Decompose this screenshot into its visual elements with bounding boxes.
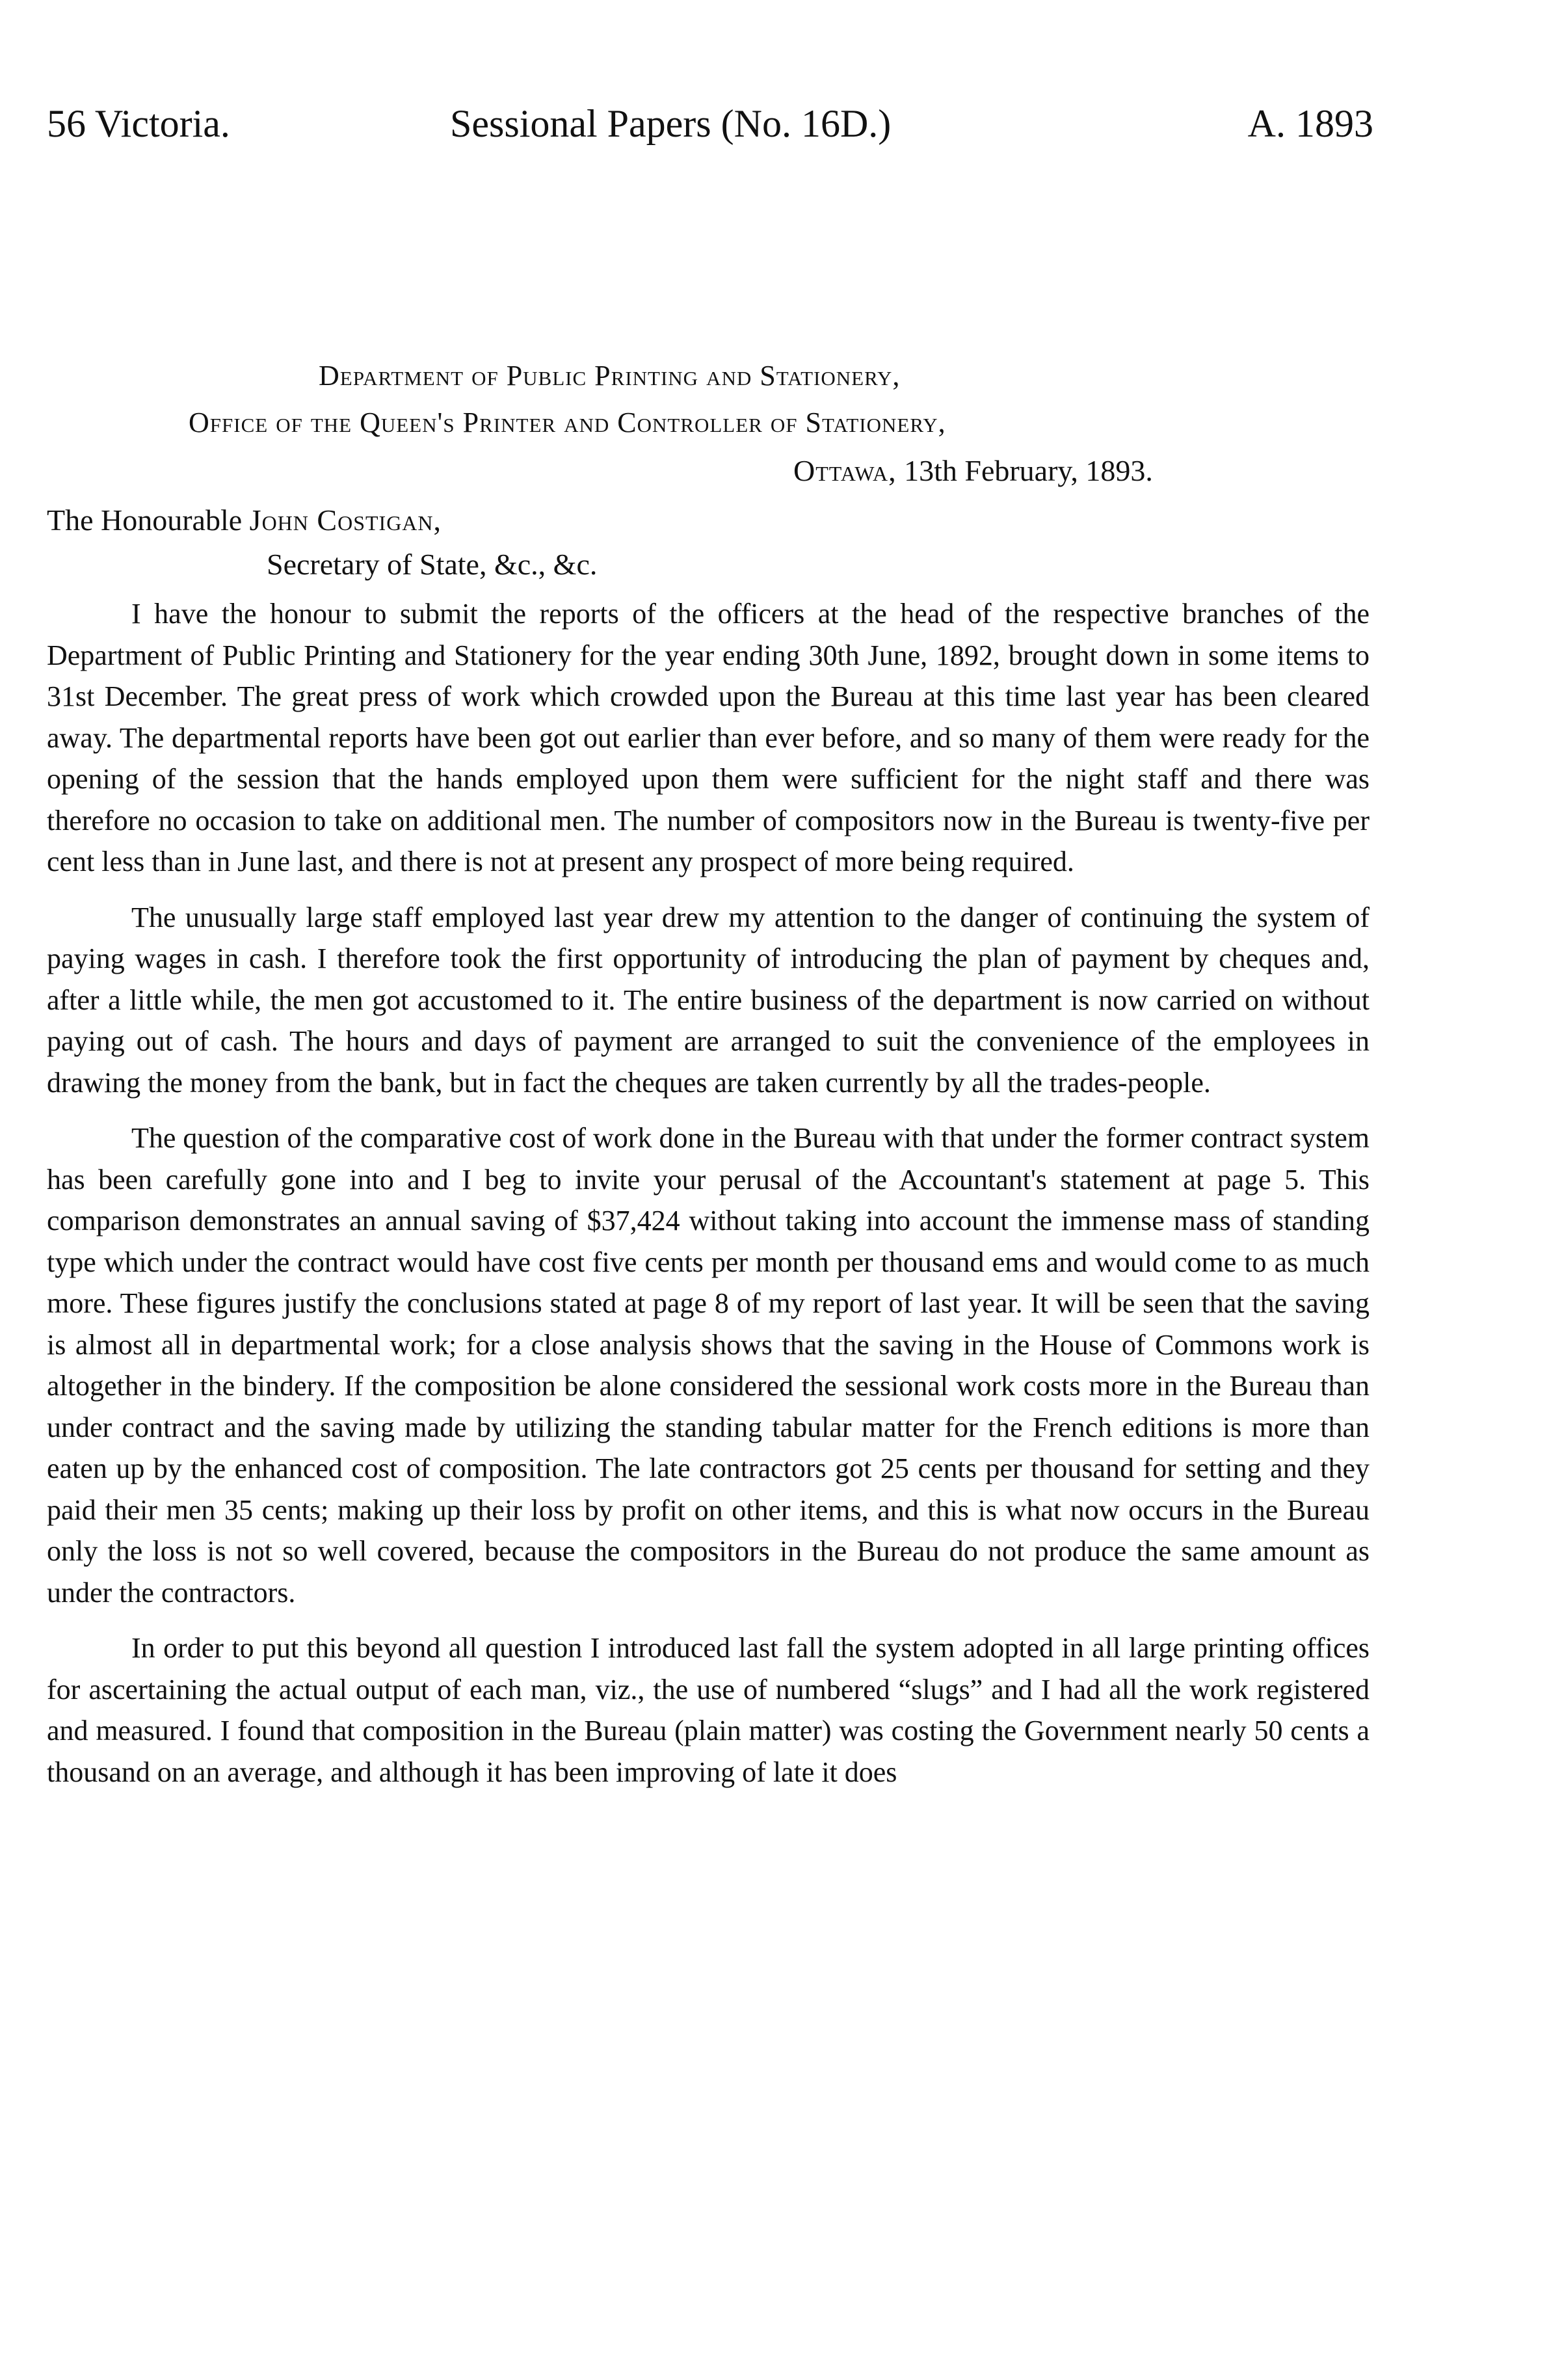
running-head-year: A. 1893: [1247, 102, 1373, 145]
addressee-name: John Costigan,: [249, 503, 442, 537]
running-head-volume: 56 Victoria.: [47, 102, 230, 145]
body-paragraph: In order to put this beyond all question I introduced last fall the system adopted in all large printing offices for ascertaining the actual output of each man, viz., the use of numbered “slugs” and I had all the work registered and measured. I found that composition in the Bureau (plain matter) was costing the Government nearly 50 cents a thousand on an average, and although it has been improving of late it does: [47, 1632, 1370, 1788]
addressee-prefix: The Honourable: [47, 503, 243, 537]
addressee-line: [47, 501, 442, 540]
addressee-title: Secretary of State, &c., &c.: [267, 548, 598, 581]
running-head: [47, 98, 1373, 150]
body-paragraph: The question of the comparative cost of work done in the Bureau with that under the former contract system has been carefully gone into and I beg to invite your perusal of the Accountant's statement at page 5. This comparison demonstrates an annual saving of $37,424 without taking into account the immense mass of standing type which under the contract would have cost five cents per month per thousand ems and would come to as much more. These figures justify the conclusions stated at page 8 of my report of last year. It will be seen that the saving is almost all in departmental work; for a close analysis shows that the saving in the House of Commons work is altogether in the bindery. If the composition be alone considered the sessional work costs more in the Bureau than under contract and the saving made by utilizing the standing tabular matter for the French editions is more than eaten up by the enhanced cost of composition. The late contractors got 25 cents per thousand for setting and they paid their men 35 cents; making up their loss by profit on other items, and this is what now occurs in the Bureau only the loss is not so well covered, because the compositors in the Bureau do not produce the same amount as under the contractors.: [47, 1122, 1370, 1609]
body-paragraph: The unusually large staff employed last year drew my attention to the danger of continuing the system of paying wages in cash. I therefore took the first opportunity of introducing the plan of payment by cheques and, after a little while, the men got accustomed to it. The entire business of the department is now carried on without paying out of cash. The hours and days of payment are arranged to suit the convenience of the employees in drawing the money from the bank, but in fact the cheques are taken currently by all the trades-people.: [47, 901, 1370, 1099]
letterhead-office: Office of the Queen's Printer and Controller of Stationery,: [189, 407, 946, 438]
body-paragraph: I have the honour to submit the reports of the officers at the head of the respective branches of the Department of Public Printing and Stationery for the year ending 30th June, 1892, brought down in some items to 31st December. The great press of work which crowded upon the Bureau at this time last year has been cleared away. The departmental reports have been got out earlier than ever before, and so many of them were ready for the opening of the session that the hands employed upon them were sufficient for the night staff and there was therefore no occasion to take on additional men. The number of compositors now in the Bureau is twenty-five per cent less than in June last, and there is not at present any prospect of more being required.: [47, 598, 1370, 877]
letter-date-line: [793, 451, 1153, 490]
letterhead-department: Department of Public Printing and Stationery,: [319, 360, 901, 392]
letter-place: Ottawa,: [793, 454, 897, 487]
running-head-title: Sessional Papers (No. 16D.): [450, 102, 892, 145]
letter-date: 13th February, 1893.: [904, 454, 1153, 487]
letter-body: [47, 593, 1370, 1807]
